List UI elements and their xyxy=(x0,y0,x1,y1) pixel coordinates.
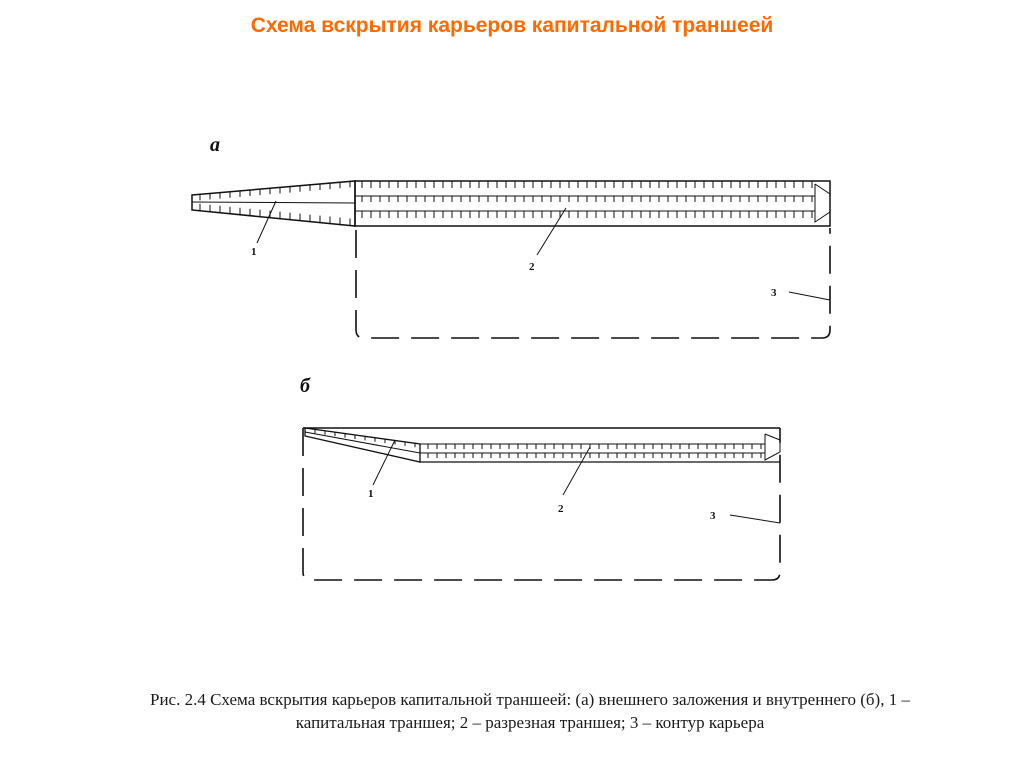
caption-line-1: Рис. 2.4 Схема вскрытия карьеров капитальной траншеей: (а) внешнего заложения и внутреннего (б), 1 – xyxy=(150,690,910,709)
panel-a-letter: а xyxy=(210,134,220,156)
label-3-b: 3 xyxy=(710,510,716,522)
capital-trench-a-axis xyxy=(192,202,355,203)
capital-trench-b xyxy=(305,428,420,462)
figure-caption xyxy=(60,688,1000,734)
label-2-b: 2 xyxy=(558,503,564,515)
leader-2-b xyxy=(563,447,590,495)
panel-b-letter: б xyxy=(300,375,310,397)
cut-trench-a-end xyxy=(815,184,830,222)
panel-b xyxy=(300,375,780,580)
capital-trench-b-axis xyxy=(305,432,420,453)
label-3-a: 3 xyxy=(771,287,777,299)
hachure-a xyxy=(200,181,812,226)
pit-contour-b xyxy=(303,428,780,580)
pit-contour-a xyxy=(356,228,830,338)
label-2-a: 2 xyxy=(529,261,535,273)
capital-trench-a xyxy=(192,181,355,226)
panel-a xyxy=(192,134,830,338)
page-title: Схема вскрытия карьеров капитальной траншеей xyxy=(250,14,774,37)
cut-trench-a xyxy=(355,181,830,226)
caption-line-2: капитальная траншея; 2 – разрезная траншея; 3 – контур карьера xyxy=(295,713,765,732)
cut-trench-b-end xyxy=(765,434,780,460)
leader-3-a xyxy=(789,292,830,300)
label-1-b: 1 xyxy=(368,488,374,500)
label-1-a: 1 xyxy=(251,246,257,258)
leader-1-a xyxy=(257,201,276,243)
leader-3-b xyxy=(730,515,780,523)
